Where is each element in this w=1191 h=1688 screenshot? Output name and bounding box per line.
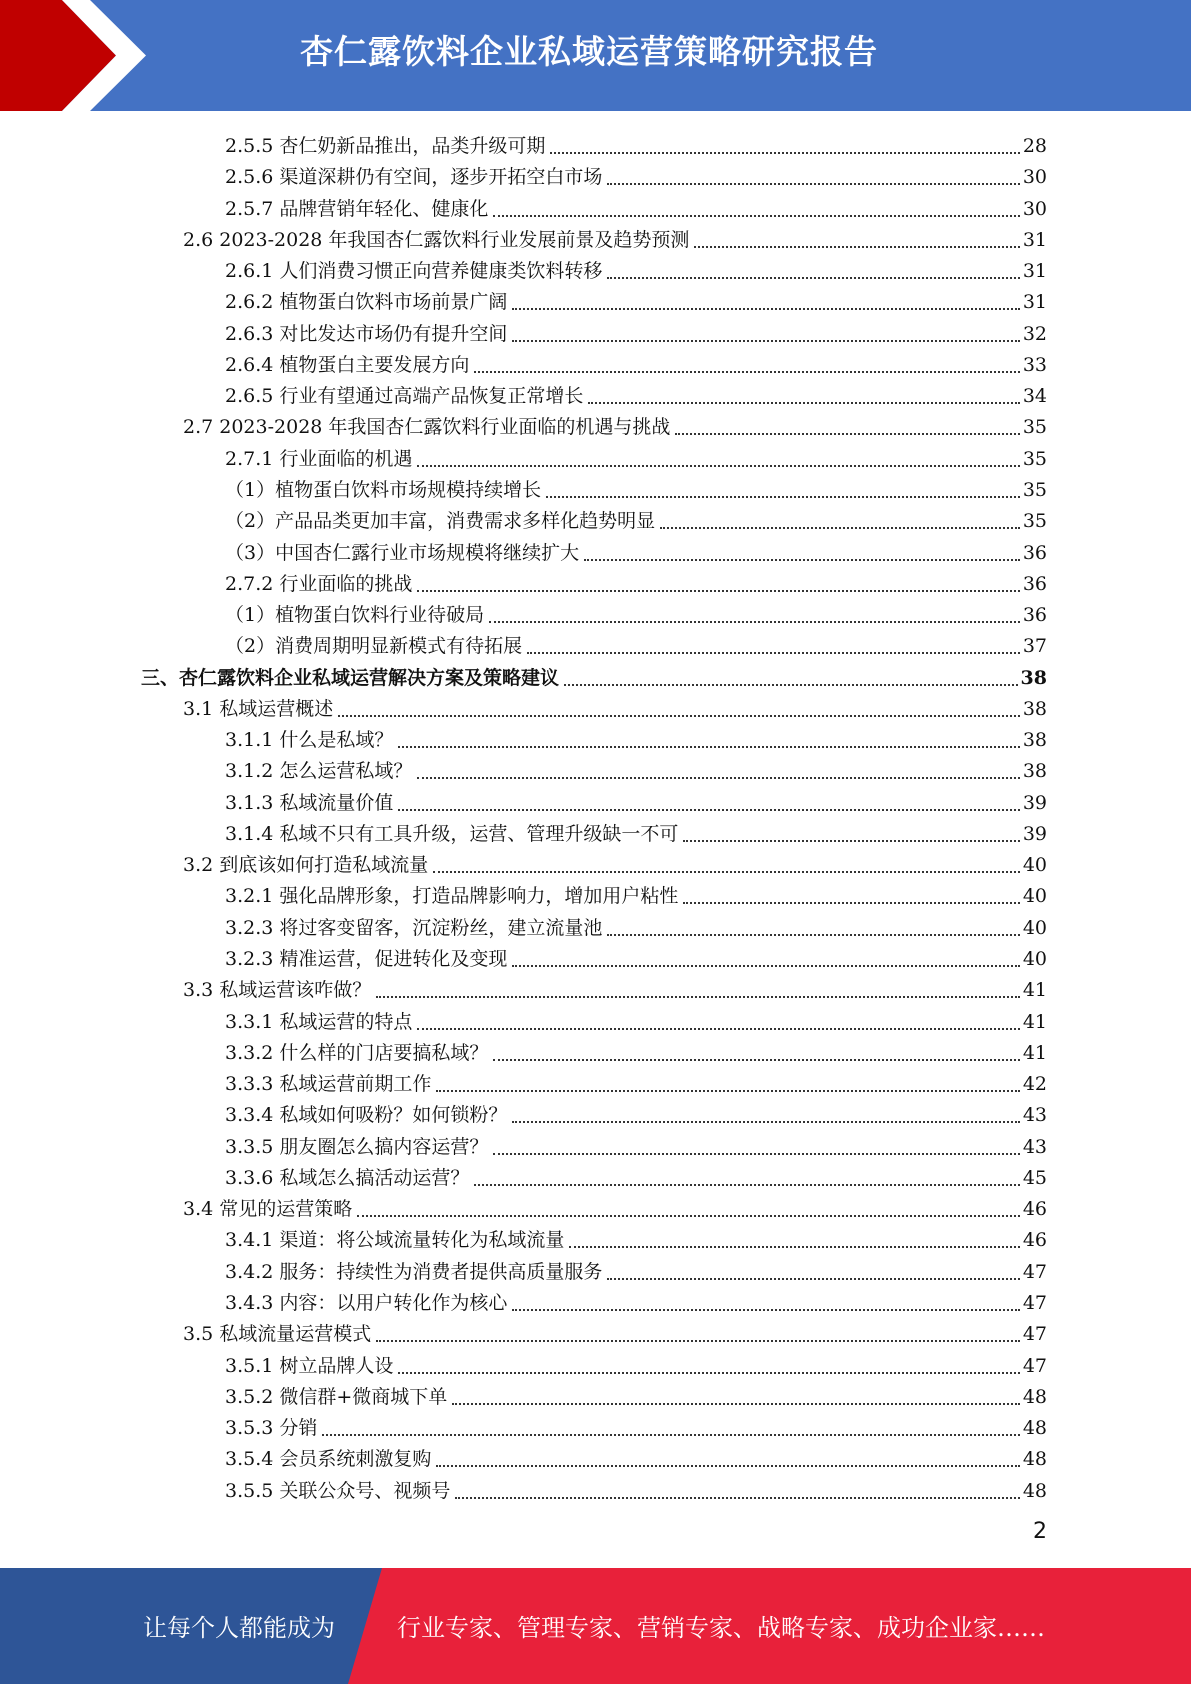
toc-entry[interactable] [225,784,1047,815]
toc-entry[interactable] [183,1315,1047,1346]
toc-entry-title: 3.4.1 渠道：将公域流量转化为私域流量 [225,1229,565,1252]
toc-dot-leader [417,590,1019,592]
toc-entry-page: 38 [1022,697,1047,720]
toc-entry-page: 47 [1022,1323,1047,1346]
toc-entry-title: 3.4.2 服务：持续性为消费者提供高质量服务 [225,1260,603,1283]
toc-entry-title: （2）消费周期明显新模式有待拓展 [225,635,523,658]
toc-entry-title: 3.1 私域运营概述 [183,697,334,720]
toc-entry-title: （1）植物蛋白饮料市场规模持续增长 [225,478,542,501]
toc-entry-title: 2.6.3 对比发达市场仍有提升空间 [225,322,508,345]
toc-dot-leader [452,1403,1020,1405]
toc-entry-title: 3.5.5 关联公众号、视频号 [225,1479,451,1502]
toc-entry-title: 3.1.1 什么是私域？ [225,729,394,752]
toc-entry[interactable] [225,1378,1047,1409]
toc-entry-page: 41 [1022,1010,1047,1033]
toc-dot-leader [376,996,1020,998]
toc-dot-leader [417,465,1019,467]
toc-entry[interactable] [225,346,1047,377]
toc-entry[interactable] [183,221,1047,252]
toc-entry-title: 3.1.3 私域流量价值 [225,791,394,814]
toc-dot-leader [607,1278,1019,1280]
toc-dot-leader [474,1184,1019,1186]
toc-dot-leader [588,402,1019,404]
toc-entry[interactable] [141,659,1047,690]
toc-entry-title: 2.7.2 行业面临的挑战 [225,572,413,595]
toc-entry-page: 38 [1022,760,1047,783]
toc-entry-title: 三、杏仁露饮料企业私域运营解决方案及策略建议 [141,666,560,689]
toc-entry-page: 30 [1022,166,1047,189]
toc-entry[interactable] [225,1003,1047,1034]
toc-entry-page: 36 [1022,572,1047,595]
toc-entry[interactable] [225,1253,1047,1284]
toc-entry-title: （3）中国杏仁露行业市场规模将继续扩大 [225,541,580,564]
toc-entry-title: 2.6.4 植物蛋白主要发展方向 [225,353,470,376]
toc-entry-title: 3.3 私域运营该咋做？ [183,979,372,1002]
toc-entry-page: 48 [1022,1448,1047,1471]
toc-entry-page: 31 [1022,260,1047,283]
toc-entry[interactable] [225,1034,1047,1065]
toc-entry[interactable] [225,721,1047,752]
toc-entry-title: 3.5.3 分销 [225,1417,318,1440]
toc-dot-leader [512,1309,1019,1311]
toc-entry-page: 41 [1022,1041,1047,1064]
toc-entry[interactable] [225,158,1047,189]
toc-dot-leader [474,371,1019,373]
toc-dot-leader [493,1153,1019,1155]
toc-entry-page: 40 [1022,948,1047,971]
toc-entry-page: 32 [1022,322,1047,345]
toc-entry-title: 3.2.1 强化品牌形象，打造品牌影响力，增加用户粘性 [225,885,679,908]
toc-entry-page: 41 [1022,979,1047,1002]
toc-entry[interactable] [183,846,1047,877]
toc-dot-leader [357,1215,1020,1217]
toc-dot-leader [546,496,1020,498]
toc-dot-leader [512,308,1019,310]
toc-entry-page: 35 [1022,416,1047,439]
toc-dot-leader [569,1246,1019,1248]
toc-entry[interactable] [225,1096,1047,1127]
toc-entry-page: 40 [1022,885,1047,908]
toc-entry-page: 48 [1022,1417,1047,1440]
toc-dot-leader [527,652,1020,654]
toc-dot-leader [660,527,1020,529]
toc-entry[interactable] [183,971,1047,1002]
toc-entry[interactable] [183,408,1047,439]
toc-entry-title: （1）植物蛋白饮料行业待破局 [225,604,485,627]
toc-entry[interactable] [225,877,1047,908]
toc-entry[interactable] [225,1221,1047,1252]
toc-entry-page: 39 [1022,791,1047,814]
toc-entry[interactable] [225,502,1047,533]
toc-entry-title: 2.6 2023-2028 年我国杏仁露饮料行业发展前景及趋势预测 [183,228,690,251]
toc-entry-title: 3.3.4 私域如何吸粉？如何锁粉？ [225,1104,508,1127]
footer-slogan-right: 行业专家、管理专家、营销专家、战略专家、成功企业家…… [397,1614,1045,1642]
toc-entry-page: 48 [1022,1385,1047,1408]
toc-entry-page: 43 [1022,1135,1047,1158]
toc-entry[interactable] [225,377,1047,408]
toc-dot-leader [607,934,1019,936]
toc-entry[interactable] [225,909,1047,940]
toc-dot-leader [694,246,1019,248]
toc-dot-leader [550,152,1019,154]
toc-entry-title: 3.5.2 微信群+微商城下单 [225,1385,448,1408]
toc-entry-title: 3.4.3 内容：以用户转化作为核心 [225,1291,508,1314]
toc-entry-page: 33 [1022,353,1047,376]
toc-entry-page: 47 [1022,1354,1047,1377]
toc-dot-leader [683,902,1019,904]
toc-dot-leader [436,1465,1019,1467]
toc-entry[interactable] [225,815,1047,846]
toc-dot-leader [417,1028,1019,1030]
toc-entry[interactable] [225,1440,1047,1471]
toc-entry-page: 45 [1022,1166,1047,1189]
toc-entry-title: 3.3.6 私域怎么搞活动运营？ [225,1166,470,1189]
toc-dot-leader [398,1372,1019,1374]
footer-banner [0,1568,1191,1684]
toc-dot-leader [584,559,1020,561]
toc-dot-leader [322,1434,1019,1436]
toc-entry-page: 47 [1022,1291,1047,1314]
toc-dot-leader [493,1059,1019,1061]
toc-entry[interactable] [225,1065,1047,1096]
toc-entry[interactable] [183,690,1047,721]
toc-entry-page: 42 [1022,1073,1047,1096]
toc-entry-title: 3.5.4 会员系统刺激复购 [225,1448,432,1471]
toc-entry-page: 47 [1022,1260,1047,1283]
footer-slogan-left: 让每个人都能成为 [143,1614,335,1642]
toc-dot-leader [683,840,1019,842]
toc-entry[interactable] [225,1472,1047,1503]
toc-entry-title: 3.1.4 私域不只有工具升级，运营、管理升级缺一不可 [225,822,679,845]
toc-entry-title: 3.3.1 私域运营的特点 [225,1010,413,1033]
toc-entry[interactable] [225,534,1047,565]
toc-entry-page: 40 [1022,916,1047,939]
toc-dot-leader [512,1121,1019,1123]
toc-entry-title: 2.5.6 渠道深耕仍有空间，逐步开拓空白市场 [225,166,603,189]
toc-entry[interactable] [225,565,1047,596]
toc-dot-leader [436,1090,1019,1092]
toc-dot-leader [564,684,1018,686]
toc-entry-title: （2）产品品类更加丰富，消费需求多样化趋势明显 [225,510,656,533]
toc-dot-leader [512,965,1019,967]
toc-dot-leader [607,277,1019,279]
document-title: 杏仁露饮料企业私域运营策略研究报告 [300,32,878,71]
toc-entry-page: 34 [1022,385,1047,408]
toc-entry-title: 3.3.3 私域运营前期工作 [225,1073,432,1096]
toc-entry-page: 38 [1022,729,1047,752]
toc-entry[interactable] [225,596,1047,627]
toc-entry-title: 3.2.3 精准运营，促进转化及变现 [225,948,508,971]
toc-entry-page: 28 [1022,135,1047,157]
toc-dot-leader [433,871,1020,873]
toc-entry-title: 3.3.2 什么样的门店要搞私域？ [225,1041,489,1064]
toc-entry[interactable] [225,315,1047,346]
toc-dot-leader [398,809,1019,811]
toc-entry-page: 36 [1022,541,1047,564]
toc-entry-title: 2.6.5 行业有望通过高端产品恢复正常增长 [225,385,584,408]
toc-dot-leader [417,777,1019,779]
toc-entry-title: 3.5.1 树立品牌人设 [225,1354,394,1377]
toc-dot-leader [607,183,1019,185]
toc-entry-page: 35 [1022,510,1047,533]
toc-entry[interactable] [225,190,1047,221]
toc-entry-page: 43 [1022,1104,1047,1127]
toc-entry[interactable] [225,1284,1047,1315]
toc-entry[interactable] [225,752,1047,783]
toc-entry-title: 3.4 常见的运营策略 [183,1198,353,1221]
toc-dot-leader [512,340,1019,342]
toc-entry-title: 2.7.1 行业面临的机遇 [225,447,413,470]
toc-dot-leader [376,1340,1020,1342]
toc-entry[interactable] [225,1409,1047,1440]
toc-entry-title: 2.6.1 人们消费习惯正向营养健康类饮料转移 [225,260,603,283]
toc-entry[interactable] [225,471,1047,502]
toc-entry-title: 3.5 私域流量运营模式 [183,1323,372,1346]
toc-dot-leader [398,746,1019,748]
toc-entry-page: 37 [1022,635,1047,658]
toc-entry-page: 48 [1022,1479,1047,1502]
toc-entry-page: 40 [1022,854,1047,877]
toc-entry-title: 2.7 2023-2028 年我国杏仁露饮料行业面临的机遇与挑战 [183,416,671,439]
toc-entry-page: 31 [1022,291,1047,314]
toc-entry-page: 31 [1022,228,1047,251]
toc-entry[interactable] [225,127,1047,158]
toc-entry-page: 38 [1020,666,1047,689]
toc-entry-title: 2.5.7 品牌营销年轻化、健康化 [225,197,489,220]
toc-entry[interactable] [225,1159,1047,1190]
toc-entry-title: 3.1.2 怎么运营私域？ [225,760,413,783]
toc-entry-title: 3.2.3 将过客变留客，沉淀粉丝，建立流量池 [225,916,603,939]
toc-dot-leader [489,621,1020,623]
toc-entry-page: 36 [1022,604,1047,627]
toc-entry[interactable] [225,283,1047,314]
page-number: 2 [1033,1519,1047,1544]
toc-entry-title: 3.3.5 朋友圈怎么搞内容运营？ [225,1135,489,1158]
header-banner [0,0,1191,111]
toc-entry[interactable] [225,1347,1047,1378]
toc-entry[interactable] [183,1190,1047,1221]
toc-dot-leader [493,215,1019,217]
toc-entry-page: 46 [1022,1198,1047,1221]
toc-entry-page: 46 [1022,1229,1047,1252]
toc-entry[interactable] [225,440,1047,471]
toc-dot-leader [455,1497,1019,1499]
toc-entry-page: 35 [1022,447,1047,470]
toc-entry[interactable] [225,1128,1047,1159]
toc-dot-leader [675,433,1019,435]
toc-entry-title: 2.6.2 植物蛋白饮料市场前景广阔 [225,291,508,314]
toc-entry-page: 39 [1022,822,1047,845]
toc-entry[interactable] [225,940,1047,971]
toc-entry-title: 3.2 到底该如何打造私域流量 [183,854,429,877]
toc-entry[interactable] [225,627,1047,658]
toc-entry[interactable] [225,252,1047,283]
toc-entry-page: 30 [1022,197,1047,220]
toc-entry-page: 35 [1022,478,1047,501]
toc-entry-title: 2.5.5 杏仁奶新品推出，品类升级可期 [225,135,546,157]
toc-dot-leader [338,715,1020,717]
